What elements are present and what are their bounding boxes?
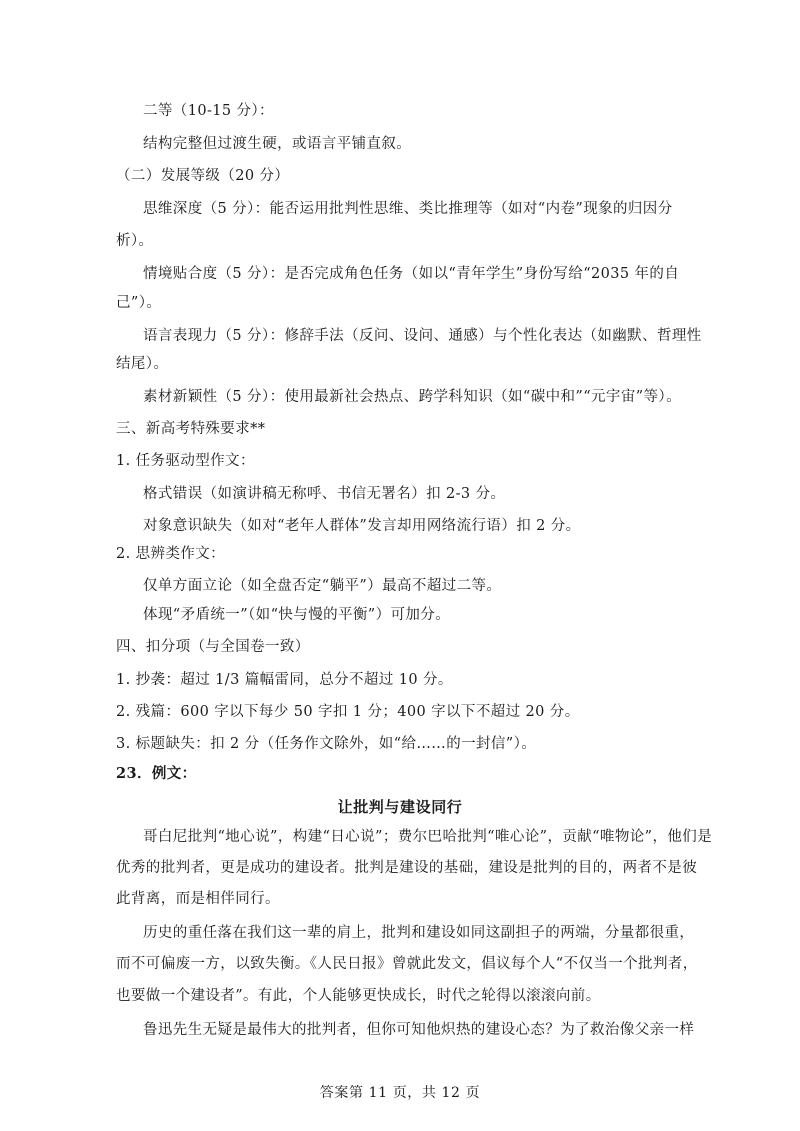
- answer-heading: 23．例文：: [116, 765, 197, 782]
- essay-line: 历史的重任落在我们这一辈的肩上，批判和建设如同这副担子的两端，分量都很重，: [143, 925, 695, 941]
- list-item: 2. 残篇：600 字以下每少 50 字扣 1 分；400 字以下不超过 20 分。: [116, 704, 580, 720]
- text-line: 结构完整但过渡生硬，或语言平铺直叙。: [143, 136, 412, 152]
- page-footer: 答案第 11 页，共 12 页: [319, 1085, 481, 1101]
- essay-line: 此背离，而是相伴同行。: [116, 891, 280, 907]
- text-line: 仅单方面立论（如全盘否定“躺平”）最高不超过二等。: [143, 578, 502, 594]
- list-item: 3. 标题缺失：扣 2 分（任务作文除外，如“给……的一封信”）。: [116, 736, 537, 752]
- text-line: 思维深度（5 分）：能否运用批判性思维、类比推理等（如对“内卷”现象的归因分: [143, 201, 673, 217]
- essay-line: 优秀的批判者，更是成功的建设者。批判是建设的基础，建设是批判的目的，两者不是彼: [116, 860, 698, 876]
- text-line: 析）。: [116, 233, 154, 249]
- text-line: 格式错误（如演讲稿无称呼、书信无署名）扣 2-3 分。: [143, 486, 506, 502]
- list-item: 2. 思辨类作文：: [116, 546, 226, 562]
- essay-line: 鲁迅先生无疑是最伟大的批判者，但你可知他炽热的建设心态？为了救治像父亲一样: [143, 1022, 695, 1038]
- list-item: 1. 任务驱动型作文：: [116, 453, 255, 469]
- section-heading: 三、新高考特殊要求**: [116, 421, 266, 437]
- text-line: 语言表现力（5 分）：修辞手法（反问、设问、通感）与个性化表达（如幽默、哲理性: [143, 328, 702, 344]
- essay-line: 也要做一个建设者”。有此，个人能够更快成长，时代之轮得以滚滚向前。: [116, 988, 601, 1004]
- essay-title: 让批判与建设同行: [337, 798, 463, 816]
- section-heading: （二）发展等级（20 分）: [116, 168, 290, 184]
- text-line: 情境贴合度（5 分）：是否完成角色任务（如以“青年学生”身份写给“2035 年的自: [143, 266, 680, 282]
- essay-line: 而不可偏废一方，以致失衡。《人民日报》曾就此发文，倡议每个人“不仅当一个批判者，: [116, 956, 698, 972]
- text-line: 二等（10-15 分）：: [143, 103, 274, 119]
- text-line: 己”）。: [116, 295, 162, 311]
- text-line: 对象意识缺失（如对“老年人群体”发言却用网络流行语）扣 2 分。: [143, 518, 581, 534]
- text-line: 结尾）。: [116, 356, 169, 372]
- text-line: 体现“矛盾统一”（如“快与慢的平衡”）可加分。: [143, 607, 451, 623]
- essay-line: 哥白尼批判“地心说”，构建“日心说”；费尔巴哈批判“唯心论”，贡献“唯物论”，他们是: [143, 829, 713, 845]
- text-line: 素材新颖性（5 分）：使用最新社会热点、跨学科知识（如“碳中和”“元宇宙”等）。: [143, 389, 681, 405]
- section-heading: 四、扣分项（与全国卷一致）: [116, 639, 310, 655]
- list-item: 1. 抄袭：超过 1/3 篇幅雷同，总分不超过 10 分。: [116, 672, 453, 688]
